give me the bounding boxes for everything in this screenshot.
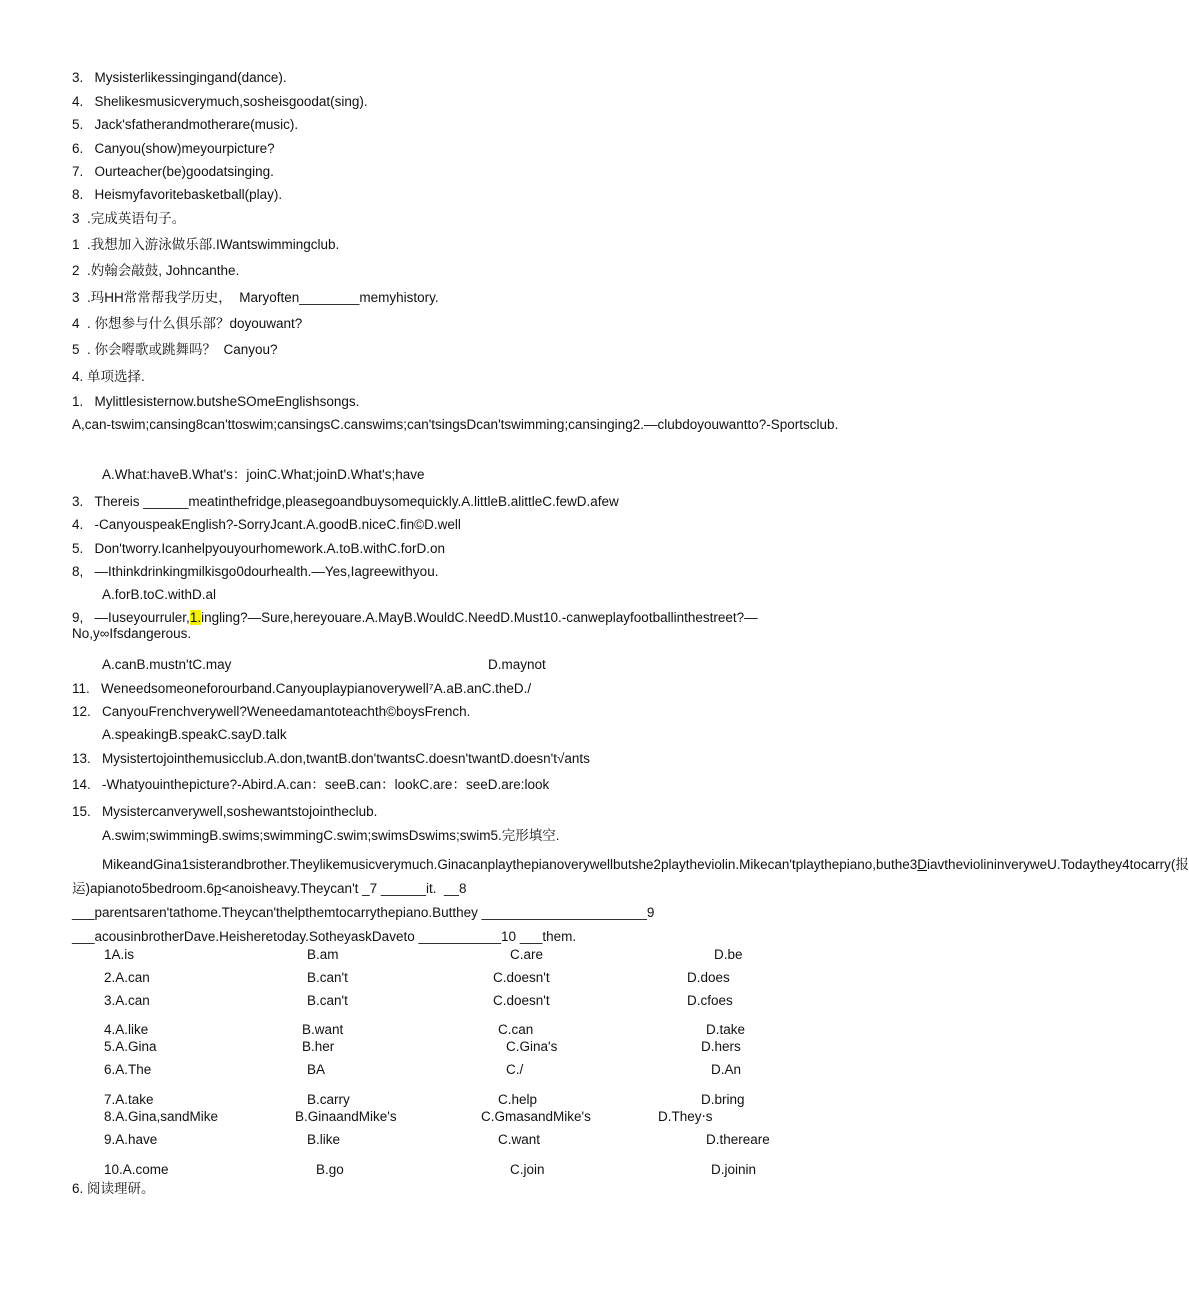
exercise-line: 3. Thereis ______meatinthefridge,pleasegoandbuysomequickly.A.littleB.alittleC.fewD.afew (72, 494, 619, 509)
exercise-line: 5. Jack'sfatherandmotherare(music). (72, 117, 299, 132)
option-b: B.go (316, 1162, 344, 1177)
option-d: D.does (687, 970, 730, 985)
option-c: C.doesn't (493, 970, 550, 985)
exercise-line: 3 .玛HH常常帮我学历史， Maryoften________memyhistory. (72, 290, 439, 305)
section-heading: 4. 单项选择. (72, 369, 145, 384)
exercise-line: 5. Don'tworry.Icanhelpyouyourhomework.A.toB.withC.forD.on (72, 541, 445, 556)
option-d: D.take (706, 1022, 746, 1037)
exercise-line: 1 .我想加入游泳做乐部.IWantswimmingclub. (72, 237, 340, 252)
highlight-mark: 1. (189, 610, 202, 625)
exercise-text: 9, —Iuseyourruler, (72, 610, 190, 625)
exercise-line: 4 . 你想参与什么俱乐部？doyouwant? (72, 316, 303, 331)
option-c: C./ (506, 1062, 524, 1077)
option-d: D.joinin (711, 1162, 757, 1177)
option-b: B.carry (307, 1092, 350, 1107)
answer-options: A.canB.mustn'tC.may (102, 657, 232, 672)
option-b: B.can't (307, 970, 348, 985)
option-c: C.can (498, 1022, 534, 1037)
exercise-line: 2 .妁翰会敲鼓, Johncanthe. (72, 263, 240, 278)
option-c: C.want (498, 1132, 541, 1147)
option-b: B.like (307, 1132, 341, 1147)
option-a: 8.A.Gina,sandMike (104, 1109, 219, 1124)
exercise-line: 15. Mysistercanverywell,soshewantstojointheclub. (72, 804, 378, 819)
exercise-line: 4. Shelikesmusicverymuch,sosheisgoodat(sing). (72, 94, 368, 109)
passage-text: iavtheviolininveryweU.Todaythey4tocarry(报运)apianoto5bedroom.6 (72, 857, 1189, 896)
option-b: B.GinaandMike's (295, 1109, 397, 1124)
answer-options: D.maynot (488, 657, 546, 672)
exercise-line: 13. Mysistertojointhemusicclub.A.don,twantB.don'twantsC.doesn'twantD.doesn't√ants (72, 751, 590, 766)
option-a: 7.A.take (104, 1092, 154, 1107)
cloze-passage (72, 853, 1189, 949)
option-c: C.help (498, 1092, 538, 1107)
exercise-line: 12. CanyouFrenchverywell?Weneedamantoteachth©boysFrench. (72, 704, 471, 719)
option-a: 1A.is (104, 947, 135, 962)
option-d: D.hers (701, 1039, 741, 1054)
exercise-line (72, 610, 832, 642)
option-b: B.want (302, 1022, 344, 1037)
exercise-line: A,can-tswim;cansing8can'ttoswim;cansingsC.canswims;can'tsingsDcan'tswimming;cansinging2.—clubdoyouwantto?-Sportsclub. (72, 417, 839, 432)
option-a: 10.A.come (104, 1162, 169, 1177)
option-c: C.GmasandMike's (481, 1109, 591, 1124)
passage-text: MikeandGina1sisterandbrother.Theylikemusicverymuch.Ginacanplaythepianoverywellbutshe2playtheviolin.Mikecan'tplaythepiano,buthe3 (102, 857, 918, 872)
exercise-line: 6. Canyou(show)meyourpicture? (72, 141, 275, 156)
option-b: BA (307, 1062, 326, 1077)
option-c: C.Gina's (506, 1039, 558, 1054)
exercise-line: 7. Ourteacher(be)goodatsinging. (72, 164, 274, 179)
option-a: 3.A.can (104, 993, 150, 1008)
answer-options: A.swim;swimmingB.swims;swimmingC.swim;swimsDswims;swim5.完形填空. (102, 828, 560, 843)
exercise-line: 1. Mylittlesisternow.butsheSOmeEnglishsongs. (72, 394, 360, 409)
option-b: B.am (307, 947, 339, 962)
exercise-line: 14. -Whatyouinthepicture?-Abird.A.can：seeB.can：lookC.are：seeD.are:look (72, 777, 550, 792)
exercise-line: 4. -CanyouspeakEnglish?-SorryJcant.A.goodB.niceC.fin©D.well (72, 517, 461, 532)
answer-options: A.forB.toC.withD.al (102, 587, 217, 602)
option-d: D.cfoes (687, 993, 733, 1008)
section-heading: 6. 阅读理研。 (72, 1181, 155, 1196)
option-b: B.can't (307, 993, 348, 1008)
option-c: C.doesn't (493, 993, 550, 1008)
option-a: 5.A.Gina (104, 1039, 157, 1054)
exercise-line: 11. Weneedsomeoneforourband.Canyouplaypianoverywell⁷A.aB.anC.theD./ (72, 681, 532, 696)
option-c: C.join (510, 1162, 545, 1177)
answer-options: A.What:haveB.What's：joinC.What;joinD.What's;have (102, 467, 425, 482)
exercise-line: 8, —Ithinkdrinkingmilkisgo0dourhealth.—Yes,Iagreewithyou. (72, 564, 439, 579)
answer-options: A.speakingB.speakC.sayD.talk (102, 727, 287, 742)
exercise-line: 5 . 你会嘚歌或跳舞吗？ Canyou? (72, 342, 278, 357)
option-d: D.thereare (706, 1132, 770, 1147)
option-a: 4.A.like (104, 1022, 149, 1037)
option-a: 2.A.can (104, 970, 150, 985)
option-a: 6.A.The (104, 1062, 152, 1077)
exercise-line: 8. Heismyfavoritebasketball(play). (72, 187, 283, 202)
option-d: D.bring (701, 1092, 745, 1107)
option-b: B.her (302, 1039, 335, 1054)
exercise-line: 3. Mysisterlikessingingand(dance). (72, 70, 287, 85)
passage-text: p (213, 881, 222, 896)
section-heading: 3 .完成英语句子。 (72, 211, 186, 226)
exercise-text: ingling?—Sure,hereyouare.A.MayB.WouldC.NeedD.Must10.-canweplayfootballinthestreet?—No,y∞Ifsdangerous. (72, 610, 758, 641)
option-a: 9.A.have (104, 1132, 158, 1147)
option-d: D.be (714, 947, 743, 962)
passage-text: <anoisheavy.Theycan't _7 ______it. __8 ___parentsaren'tathome.Theycan'thelpthemtocarrythepiano.Butthey ______________________9 ___acousinbrotherDave.Heisheretoday.SotheyaskDaveto ___________10 ___them. (72, 881, 655, 944)
option-d: D.An (711, 1062, 742, 1077)
passage-text: D (917, 857, 928, 872)
option-c: C.are (510, 947, 544, 962)
option-d: D.They‧s (658, 1109, 713, 1124)
